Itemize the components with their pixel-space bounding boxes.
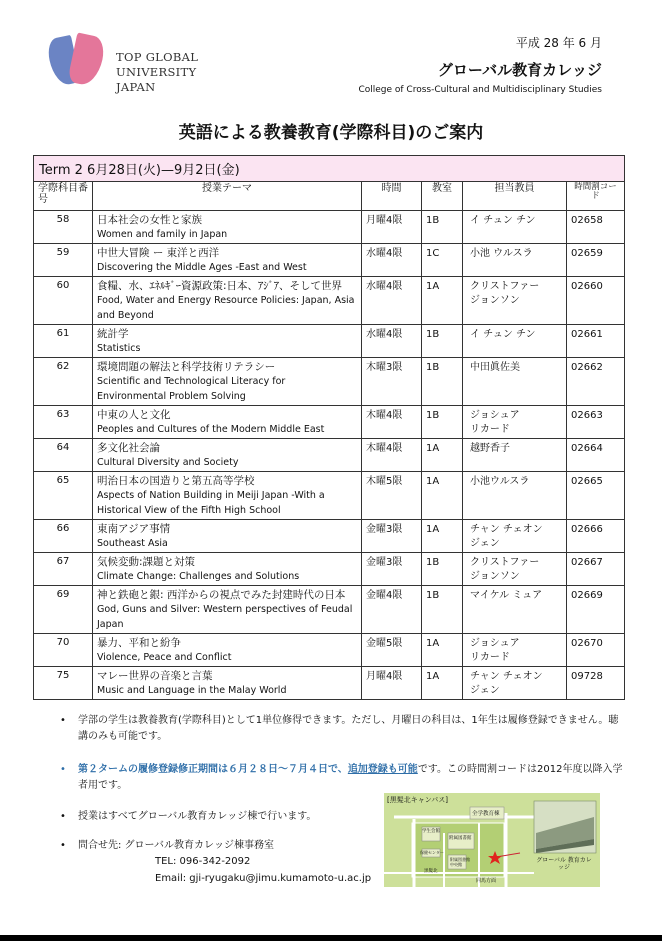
course-theme-jp: マレー世界の音楽と言葉 xyxy=(97,670,213,682)
table-header-row xyxy=(34,182,625,211)
bottom-rule xyxy=(0,935,662,941)
course-number: 64 xyxy=(34,439,93,472)
course-number: 65 xyxy=(34,472,93,520)
note-contact xyxy=(60,838,368,854)
course-code: 02669 xyxy=(567,586,625,634)
note-location xyxy=(60,809,368,825)
course-number: 70 xyxy=(34,634,93,667)
course-row xyxy=(34,553,625,586)
logo-text-line3: JAPAN xyxy=(116,80,156,94)
course-number: 58 xyxy=(34,211,93,244)
course-row xyxy=(34,586,625,634)
course-room: 1B xyxy=(422,325,463,358)
course-row xyxy=(34,520,625,553)
course-theme xyxy=(93,667,362,700)
map-campus-label: [黒髪北キャンパス] xyxy=(387,796,448,804)
course-theme-en: Cultural Diversity and Society xyxy=(97,457,239,468)
course-code: 02662 xyxy=(567,358,625,406)
header-num: 学際科目番号 xyxy=(34,182,93,211)
course-theme-jp: 明治日本の国造りと第五高等学校 xyxy=(97,475,255,487)
course-instructor: マイケル ミュア xyxy=(463,586,567,634)
course-theme xyxy=(93,406,362,439)
course-number: 62 xyxy=(34,358,93,406)
course-time: 木曜3限 xyxy=(362,358,422,406)
course-time: 木曜4限 xyxy=(362,439,422,472)
course-number: 66 xyxy=(34,520,93,553)
course-theme xyxy=(93,439,362,472)
course-row xyxy=(34,406,625,439)
term-label: Term 2 6月28日(火)—9月2日(金) xyxy=(34,156,625,182)
course-code: 09728 xyxy=(567,667,625,700)
course-number: 60 xyxy=(34,277,93,325)
map-building-label: 附属図書館 中央館 xyxy=(450,857,470,867)
contact-label: 問合せ先: グローバル教育カレッジ棟事務室 xyxy=(78,840,274,851)
contact-email: Email: gji-ryugaku@jimu.kumamoto-u.ac.jp xyxy=(155,873,372,884)
college-name-en: College of Cross-Cultural and Multidisciplinary Studies xyxy=(358,85,602,95)
course-theme-jp: 中世大冒険 ー 東洋と西洋 xyxy=(97,247,220,259)
course-room: 1B xyxy=(422,211,463,244)
course-room: 1A xyxy=(422,439,463,472)
course-room: 1A xyxy=(422,520,463,553)
course-instructor: 越野香子 xyxy=(463,439,567,472)
map-building-label: 保健センター xyxy=(420,850,444,855)
course-room: 1A xyxy=(422,634,463,667)
course-code: 02663 xyxy=(567,406,625,439)
course-number: 63 xyxy=(34,406,93,439)
map-building-label: 全学教育棟 xyxy=(472,811,500,817)
course-room: 1B xyxy=(422,406,463,439)
course-theme-jp: 気候変動:課題と対策 xyxy=(97,556,196,568)
header-code: 時間割コード xyxy=(567,182,625,211)
tgu-logo xyxy=(50,33,230,98)
course-code: 02658 xyxy=(567,211,625,244)
course-time: 水曜4限 xyxy=(362,325,422,358)
course-room: 1B xyxy=(422,553,463,586)
header-theme: 授業テーマ xyxy=(93,182,362,211)
course-theme-en: Music and Language in the Malay World xyxy=(97,685,287,696)
course-row xyxy=(34,244,625,277)
course-theme xyxy=(93,472,362,520)
course-instructor: 小池ウルスラ xyxy=(463,472,567,520)
course-row xyxy=(34,667,625,700)
course-theme-en: Discovering the Middle Ages -East and West xyxy=(97,262,307,273)
course-row xyxy=(34,358,625,406)
course-theme-en: God, Guns and Silver: Western perspectives of Feudal Japan xyxy=(97,604,353,630)
course-time: 金曜4限 xyxy=(362,586,422,634)
course-room: 1A xyxy=(422,472,463,520)
contact-tel: TEL: 096-342-2092 xyxy=(155,856,251,867)
course-instructor: ジョシュア リカード xyxy=(463,406,567,439)
course-theme-jp: 暴力、平和と紛争 xyxy=(97,637,181,649)
course-row xyxy=(34,211,625,244)
course-time: 水曜4限 xyxy=(362,244,422,277)
header-time: 時間 xyxy=(362,182,422,211)
note-credit-text: 学部の学生は教養教育(学際科目)として1単位修得できます。ただし、月曜日の科目は、1年生は履修登録できません。聴講のみも可能です。 xyxy=(78,715,619,742)
issue-date: 平成 28 年 6 月 xyxy=(515,36,602,50)
course-room: 1A xyxy=(422,667,463,700)
course-code: 02659 xyxy=(567,244,625,277)
course-time: 木曜4限 xyxy=(362,406,422,439)
course-number: 69 xyxy=(34,586,93,634)
course-theme-en: Scientific and Technological Literacy for Environmental Problem Solving xyxy=(97,376,286,402)
note-registration xyxy=(60,762,623,794)
course-code: 02661 xyxy=(567,325,625,358)
logo-text-line1: TOP GLOBAL xyxy=(116,50,199,64)
course-table-body xyxy=(34,211,625,700)
course-theme xyxy=(93,211,362,244)
course-theme-jp: 統計学 xyxy=(97,328,129,340)
map-direction-label: 同馬方面 xyxy=(476,878,497,884)
course-theme-jp: 日本社会の女性と家族 xyxy=(97,214,202,226)
course-theme-jp: 多文化社会論 xyxy=(97,442,160,454)
course-row xyxy=(34,472,625,520)
header-room: 教室 xyxy=(422,182,463,211)
course-instructor: クリストファー ジョンソン xyxy=(463,277,567,325)
course-table xyxy=(33,155,625,700)
course-theme-en: Peoples and Cultures of the Modern Middle East xyxy=(97,424,325,435)
course-time: 金曜3限 xyxy=(362,553,422,586)
course-theme-jp: 中東の人と文化 xyxy=(97,409,171,421)
logo-wing-right xyxy=(67,32,107,87)
note-location-text: 授業はすべてグローバル教育カレッジ棟で行います。 xyxy=(78,811,317,822)
course-instructor: ジョシュア リカード xyxy=(463,634,567,667)
course-theme xyxy=(93,634,362,667)
course-theme-jp: 東南アジア事情 xyxy=(97,523,171,535)
course-theme xyxy=(93,520,362,553)
course-number: 61 xyxy=(34,325,93,358)
bullet-icon: • xyxy=(60,840,66,851)
course-theme xyxy=(93,586,362,634)
page-title: 英語による教養教育(学際科目)のご案内 xyxy=(178,123,484,143)
course-theme-en: Climate Change: Challenges and Solutions xyxy=(97,571,300,582)
campus-map-drawing xyxy=(384,793,600,887)
course-time: 金曜3限 xyxy=(362,520,422,553)
course-code: 02665 xyxy=(567,472,625,520)
course-theme xyxy=(93,325,362,358)
map-gate-label: 黒髪北 xyxy=(424,869,438,874)
note-credit xyxy=(60,713,623,745)
course-instructor: イ チュン チン xyxy=(463,211,567,244)
course-row xyxy=(34,325,625,358)
course-time: 月曜4限 xyxy=(362,667,422,700)
course-code: 02664 xyxy=(567,439,625,472)
course-theme-en: Aspects of Nation Building in Meiji Japan -With a Historical View of the Fifth High School xyxy=(97,490,325,516)
map-college-label: グローバル 教育カレッジ xyxy=(536,857,592,871)
bullet-icon: • xyxy=(60,764,66,775)
course-instructor: クリストファー ジョンソン xyxy=(463,553,567,586)
course-time: 金曜5限 xyxy=(362,634,422,667)
course-theme-jp: 食糧、水、ｴﾈﾙｷﾞｰ資源政策:日本、ｱｼﾞｱ、そして世界 xyxy=(97,280,343,292)
course-code: 02670 xyxy=(567,634,625,667)
course-room: 1A xyxy=(422,277,463,325)
course-row xyxy=(34,277,625,325)
bullet-icon: • xyxy=(60,715,66,726)
course-theme xyxy=(93,358,362,406)
course-theme-en: Violence, Peace and Conflict xyxy=(97,652,232,663)
course-room: 1B xyxy=(422,358,463,406)
map-building-label: 学生会館 xyxy=(422,829,440,834)
course-time: 木曜5限 xyxy=(362,472,422,520)
course-theme-jp: 神と鉄砲と銀: 西洋からの視点でみた封建時代の日本 xyxy=(97,589,346,601)
course-instructor: 小池 ウルスラ xyxy=(463,244,567,277)
course-theme xyxy=(93,553,362,586)
campus-map xyxy=(384,793,600,887)
course-row xyxy=(34,634,625,667)
logo-text-line2: UNIVERSITY xyxy=(116,65,197,79)
course-code: 02660 xyxy=(567,277,625,325)
course-number: 67 xyxy=(34,553,93,586)
course-theme xyxy=(93,244,362,277)
course-theme-en: Food, Water and Energy Resource Policies: Japan, Asia and Beyond xyxy=(97,295,355,321)
course-theme-en: Statistics xyxy=(97,343,141,354)
course-time: 水曜4限 xyxy=(362,277,422,325)
course-number: 75 xyxy=(34,667,93,700)
course-theme-en: Southeast Asia xyxy=(97,538,168,549)
college-name-jp: グローバル教育カレッジ xyxy=(437,61,602,79)
course-theme-jp: 環境問題の解法と科学技術リテラシー xyxy=(97,361,276,373)
course-code: 02666 xyxy=(567,520,625,553)
course-instructor: チャン チェオン ジェン xyxy=(463,520,567,553)
bullet-icon: • xyxy=(60,811,66,822)
course-code: 02667 xyxy=(567,553,625,586)
header-instructor: 担当教員 xyxy=(463,182,567,211)
course-row xyxy=(34,439,625,472)
course-instructor: 中田眞佐美 xyxy=(463,358,567,406)
course-theme xyxy=(93,277,362,325)
course-room: 1C xyxy=(422,244,463,277)
note-registration-rest: です。この時間割コードは2012年度以降入学者用です。 xyxy=(78,764,623,791)
course-room: 1B xyxy=(422,586,463,634)
course-instructor: イ チュン チン xyxy=(463,325,567,358)
course-number: 59 xyxy=(34,244,93,277)
note-registration-period: 第２タームの履修登録修正期間は６月２８日～７月４日で、 xyxy=(78,764,348,775)
course-instructor: チャン チェオン ジェン xyxy=(463,667,567,700)
map-building-label: 附属図書館 xyxy=(449,836,472,841)
note-add-registration: 追加登録も可能 xyxy=(347,764,418,775)
term-row xyxy=(34,156,625,182)
course-time: 月曜4限 xyxy=(362,211,422,244)
course-theme-en: Women and family in Japan xyxy=(97,229,228,240)
